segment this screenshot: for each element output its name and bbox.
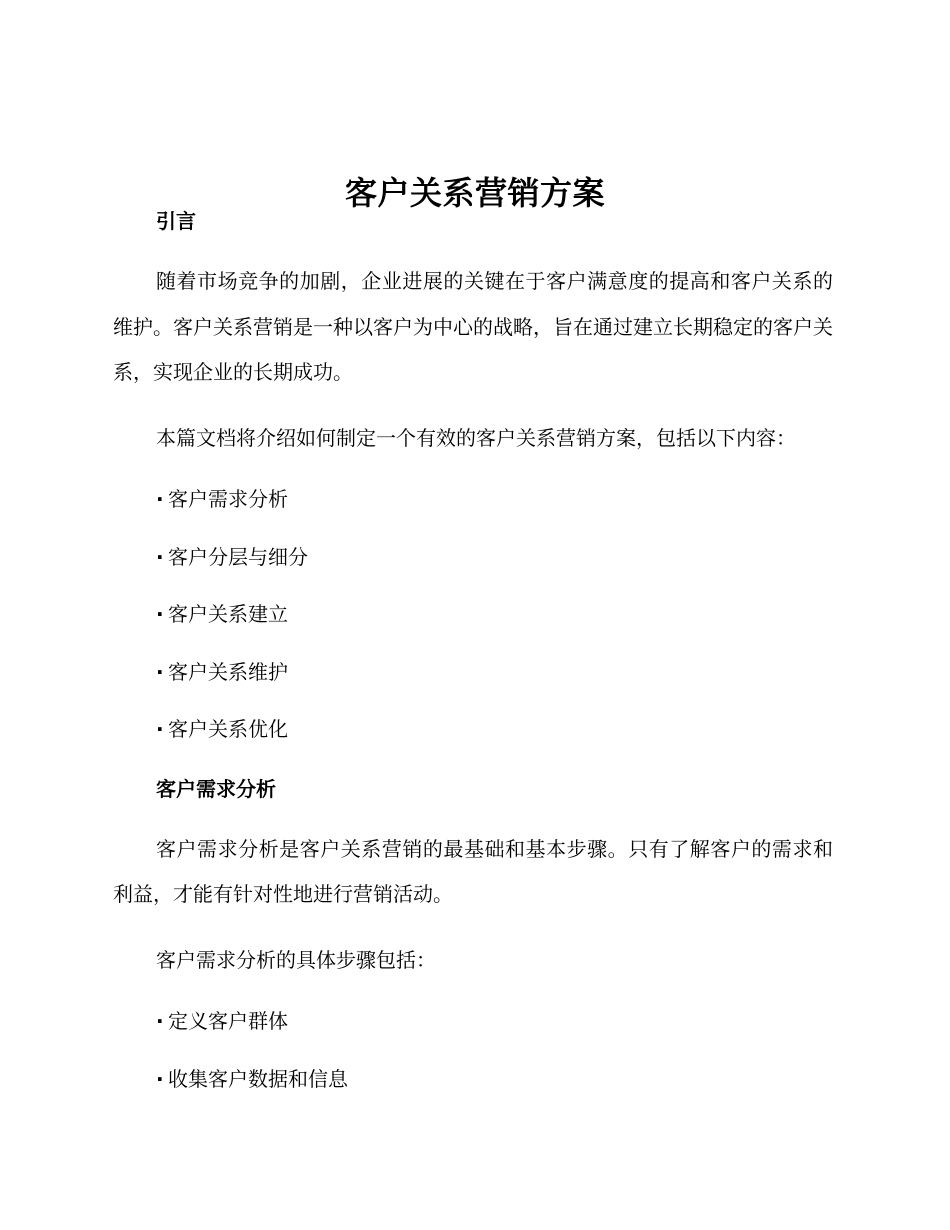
paragraph: 随着市场竞争的加剧，企业进展的关键在于客户满意度的提高和客户关系的维护。客户关系营销是一种以客户为中心的战略，旨在通过建立长期稳定的客户关系，实现企业的长期成功。 (113, 269, 833, 384)
bullet-mark: · (156, 487, 164, 511)
list-item-text: 定义客户群体 (168, 1009, 288, 1033)
bullet-mark: · (156, 717, 164, 741)
section-needs-analysis (113, 770, 833, 1099)
list-item (113, 1003, 833, 1041)
bullet-mark: · (156, 602, 164, 626)
list-item-text: 客户关系优化 (168, 717, 288, 741)
paragraph: 本篇文档将介绍如何制定一个有效的客户关系营销方案，包括以下内容： (156, 425, 796, 450)
list-item-text: 收集客户数据和信息 (168, 1066, 348, 1091)
list-item (113, 596, 833, 634)
list-item (113, 711, 833, 749)
list-item (113, 481, 833, 519)
bullet-list (113, 1003, 833, 1098)
list-item-text: 客户需求分析 (168, 487, 288, 511)
paragraph: 客户需求分析是客户关系营销的最基础和基本步骤。只有了解客户的需求和利益，才能有针对性地进行营销活动。 (113, 836, 833, 906)
document-body (113, 202, 833, 1098)
bullet-mark: · (156, 659, 164, 684)
paragraph: 客户需求分析的具体步骤包括： (156, 947, 436, 972)
bullet-mark: · (156, 1009, 164, 1033)
list-item (113, 654, 833, 692)
document-title: 客户关系营销方案 (344, 174, 605, 213)
section-heading-intro: 引言 (156, 209, 196, 233)
list-item-text: 客户关系建立 (168, 602, 288, 626)
list-item (113, 539, 833, 577)
list-item-text: 客户分层与细分 (168, 544, 308, 569)
section-intro (113, 202, 833, 749)
section-heading-needs-analysis: 客户需求分析 (156, 776, 276, 801)
list-item (113, 1061, 833, 1099)
bullet-list (113, 481, 833, 749)
list-item-text: 客户关系维护 (168, 659, 288, 684)
bullet-mark: · (156, 1066, 164, 1091)
bullet-mark: · (156, 544, 164, 569)
